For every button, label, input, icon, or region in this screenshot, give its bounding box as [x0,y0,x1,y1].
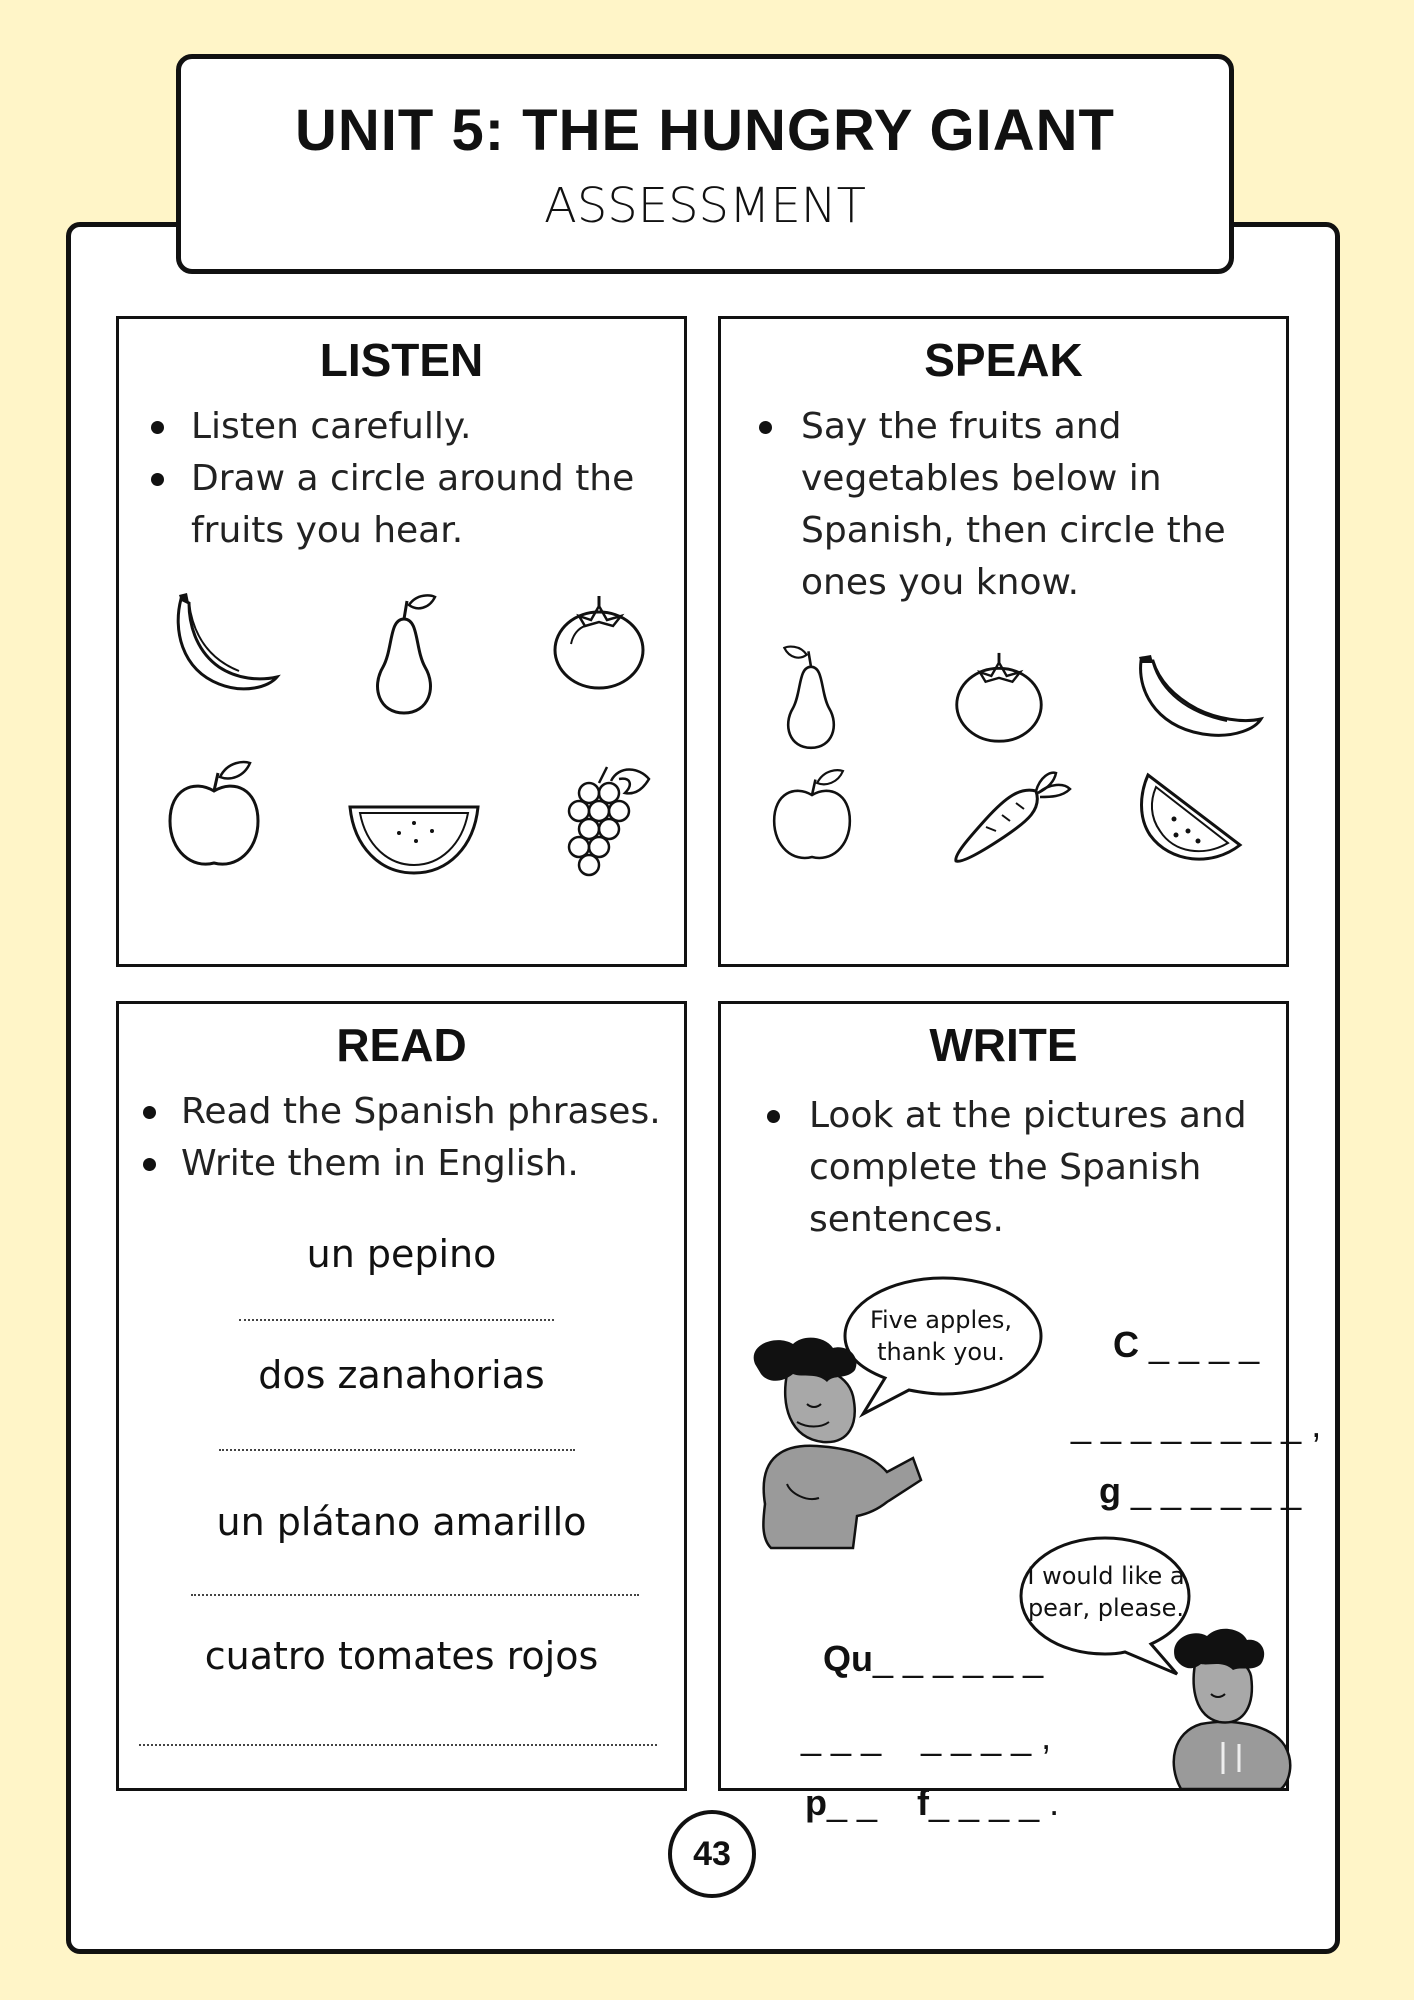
carrot-icon [946,769,1076,869]
write-panel [718,1001,1322,1823]
watermelon-icon [1136,769,1246,864]
listen-instruction-2: Draw a circle around the fruits you hear. [119,453,684,557]
blank-f-word[interactable] [877,1740,1059,1866]
speak-instruction-1: Say the fruits and vegetables below in Spanish, then circle the ones you know. [721,401,1286,609]
character-girl-icon [1161,1624,1292,1789]
bubble-2-line-2: pear, please. [1027,1594,1185,1622]
unit-title: UNIT 5: THE HUNGRY GIANT [295,98,1115,163]
answer-line-2[interactable] [219,1449,575,1451]
speak-panel [718,316,1289,967]
apple-icon [164,759,264,874]
blank-f-rest: _ _ _ _ . [929,1782,1060,1823]
blank-qu-rest: _ _ _ _ _ _ [873,1638,1044,1679]
tomato-icon [549,594,649,694]
answer-line-4[interactable] [139,1744,657,1746]
answer-line-3[interactable] [191,1594,639,1596]
pear-icon [771,641,851,753]
page-number: 43 [668,1810,756,1898]
banana-icon [1131,655,1266,745]
blank-c-letter: C [1113,1324,1140,1365]
bubble-1-line-1: Five apples, [869,1306,1013,1334]
tomato-icon [951,651,1047,747]
listen-title: LISTEN [319,334,484,386]
blank-qu-letter: Qu [823,1638,874,1679]
listen-panel [116,316,687,967]
phrase-1: un pepino [306,1232,497,1276]
bubble-2-line-1: I would like a [1027,1562,1185,1590]
assessment-subtitle: ASSESSMENT [543,178,866,234]
watermelon-icon [344,799,484,879]
phrase-3: un plátano amarillo [216,1500,587,1544]
read-panel [116,1001,687,1791]
blank-f-letter: f [917,1782,930,1823]
read-instruction-2: Write them in English. [119,1138,684,1190]
character-boy-icon [737,1334,937,1554]
blank-g-rest: _ _ _ _ _ _ [1121,1470,1302,1511]
blank-g-letter: g [1099,1470,1122,1511]
bubble-1-line-2: thank you. [877,1338,1005,1366]
unit-header [176,54,1234,274]
write-title: WRITE [929,1019,1078,1071]
read-title: READ [336,1019,467,1071]
write-instruction-1: Look at the pictures and complete the Spanish sentences. [721,1090,1286,1246]
listen-instruction-1: Listen carefully. [119,401,684,453]
pear-icon [359,589,449,719]
read-instruction-1: Read the Spanish phrases. [119,1086,684,1138]
answer-line-1[interactable] [239,1319,554,1321]
speak-title: SPEAK [924,334,1083,386]
blank-p-letter: p [805,1782,828,1823]
banana-icon [159,589,289,699]
phrase-2: dos zanahorias [258,1353,545,1397]
phrase-4: cuatro tomates rojos [204,1634,599,1678]
apple-icon [769,767,855,867]
blank-short-rest: _ _ _ _ _ _ _ , [801,1716,1052,1757]
blank-c-rest: _ _ _ _ [1139,1324,1260,1365]
blank-long-rest: _ _ _ _ _ _ _ _ , [1071,1404,1322,1445]
blank-p-rest: _ _ [827,1782,878,1823]
blank-p-word[interactable] [765,1740,877,1866]
grapes-icon [559,759,659,879]
